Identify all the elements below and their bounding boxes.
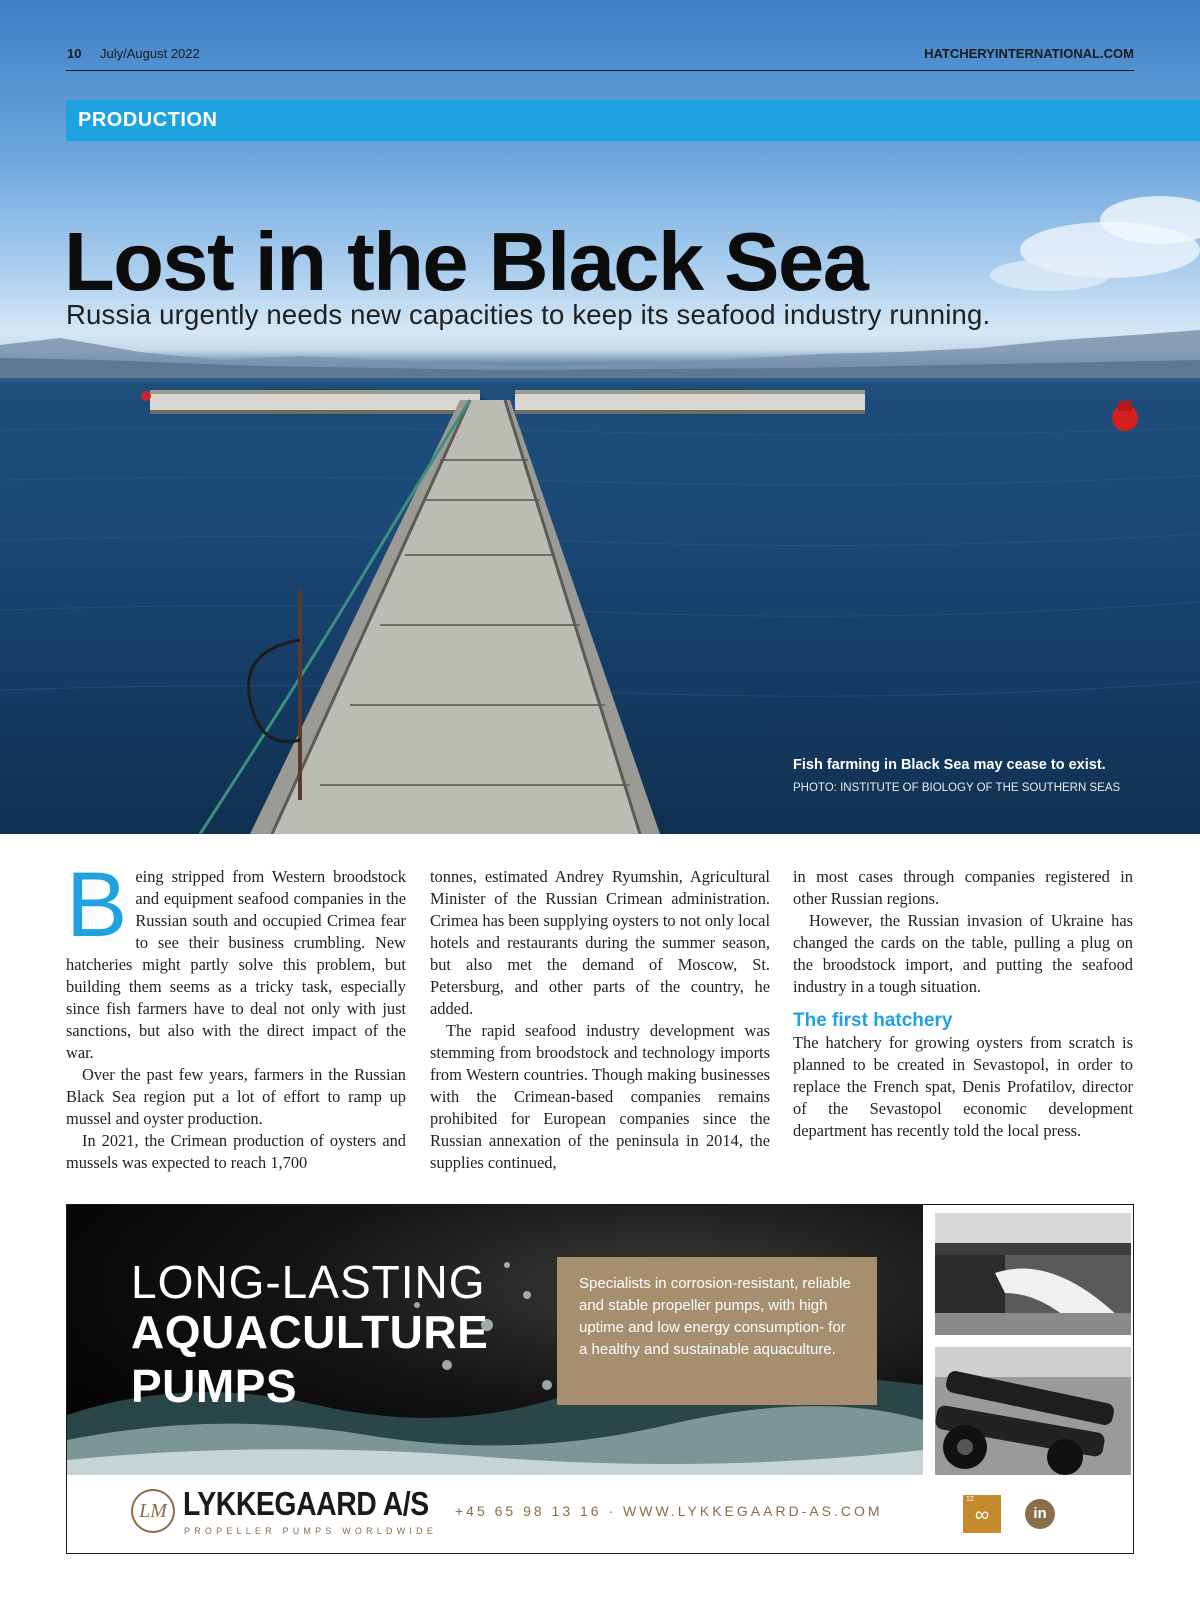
ad-description-box	[557, 1257, 877, 1405]
sdg-goal-icon	[963, 1495, 1001, 1533]
paragraph: in most cases through companies registered in other Russian regions.	[793, 867, 1133, 908]
paragraph: In 2021, the Crimean production of oysters and mussels was expected to reach 1,700	[66, 1131, 406, 1172]
header-rule	[66, 70, 1134, 71]
deck: Russia urgently needs new capacities to keep its seafood industry running.	[66, 299, 991, 330]
article-column-2	[430, 866, 770, 1174]
linkedin-icon[interactable]: in	[1025, 1499, 1055, 1529]
company-tagline: PROPELLER PUMPS WORLDWIDE	[184, 1526, 438, 1536]
photo-credit: PHOTO: INSTITUTE OF BIOLOGY OF THE SOUTHERN SEAS	[793, 782, 1121, 794]
paragraph: However, the Russian invasion of Ukraine has changed the cards on the table, pulling a plug on the broodstock import, and putting the seafood industry in a tough situation.	[793, 911, 1133, 996]
ad-description: Specialists in corrosion-resistant, reliable and stable propeller pumps, with high uptime and low energy consumption- for a healthy and sustainable aquaculture.	[579, 1275, 851, 1358]
company-name: LYKKEGAARD A/S	[183, 1485, 429, 1522]
ad-title-line-2: AQUACULTURE	[131, 1306, 489, 1358]
page-number: 10	[67, 46, 82, 61]
paragraph: eing stripped from Western broodstock and equipment seafood companies in the Russian south and occupied Crimea fear to see their business crumbling. New hatcheries might partly solve this problem, but building them seems as a tricky task, especially since fish farmers have to deal not only with just sanctions, but also with the direct impact of the war.	[66, 867, 406, 1062]
ad-hero	[67, 1205, 923, 1475]
article-column-3	[793, 866, 1133, 1142]
subhead: The first hatchery	[793, 1010, 953, 1031]
paragraph: Over the past few years, farmers in the Russian Black Sea region put a lot of effort to ramp up mussel and oyster production.	[66, 1065, 406, 1128]
pumps-warehouse-photo	[935, 1347, 1131, 1475]
article-column-1	[66, 854, 406, 1174]
photo-caption: Fish farming in Black Sea may cease to exist.	[793, 757, 1106, 773]
sdg-number: 12	[966, 1496, 974, 1503]
section-label: PRODUCTION	[78, 109, 218, 131]
section-banner	[66, 100, 1200, 141]
ad-footer	[67, 1475, 1134, 1553]
advertisement[interactable]	[66, 1204, 1134, 1554]
contact-info[interactable]: +45 65 98 13 16 · WWW.LYKKEGAARD-AS.COM	[455, 1503, 883, 1519]
company-logo-icon: LM	[131, 1489, 175, 1533]
site-url[interactable]: HATCHERYINTERNATIONAL.COM	[924, 46, 1134, 61]
infinity-icon: ∞	[974, 1504, 990, 1526]
paragraph: The hatchery for growing oysters from scratch is planned to be created in Sevastopol, in order to replace the French spat, Denis Profatilov, director of the Sevastopol economic development department has recently told the local press.	[793, 1033, 1133, 1140]
ad-title-line-1: LONG-LASTING	[131, 1256, 486, 1308]
pump-outflow-photo	[935, 1213, 1131, 1335]
ad-title-line-3: PUMPS	[131, 1360, 298, 1412]
headline: Lost in the Black Sea	[64, 215, 868, 308]
paragraph: tonnes, estimated Andrey Ryumshin, Agricultural Minister of the Russian Crimean administration. Crimea has been supplying oysters to not only local hotels and restaurants during the summer season, but also met the demand of Moscow, St. Petersburg, and other parts of the country, he added.	[430, 867, 770, 1018]
paragraph: The rapid seafood industry development was stemming from broodstock and technology imports from Western countries. Though making businesses with the Crimean-based companies remains prohibited for European companies since the Russian annexation of the peninsula in 2014, the supplies continued,	[430, 1021, 770, 1172]
drop-cap: B	[66, 854, 128, 956]
issue-date: July/August 2022	[100, 46, 200, 61]
